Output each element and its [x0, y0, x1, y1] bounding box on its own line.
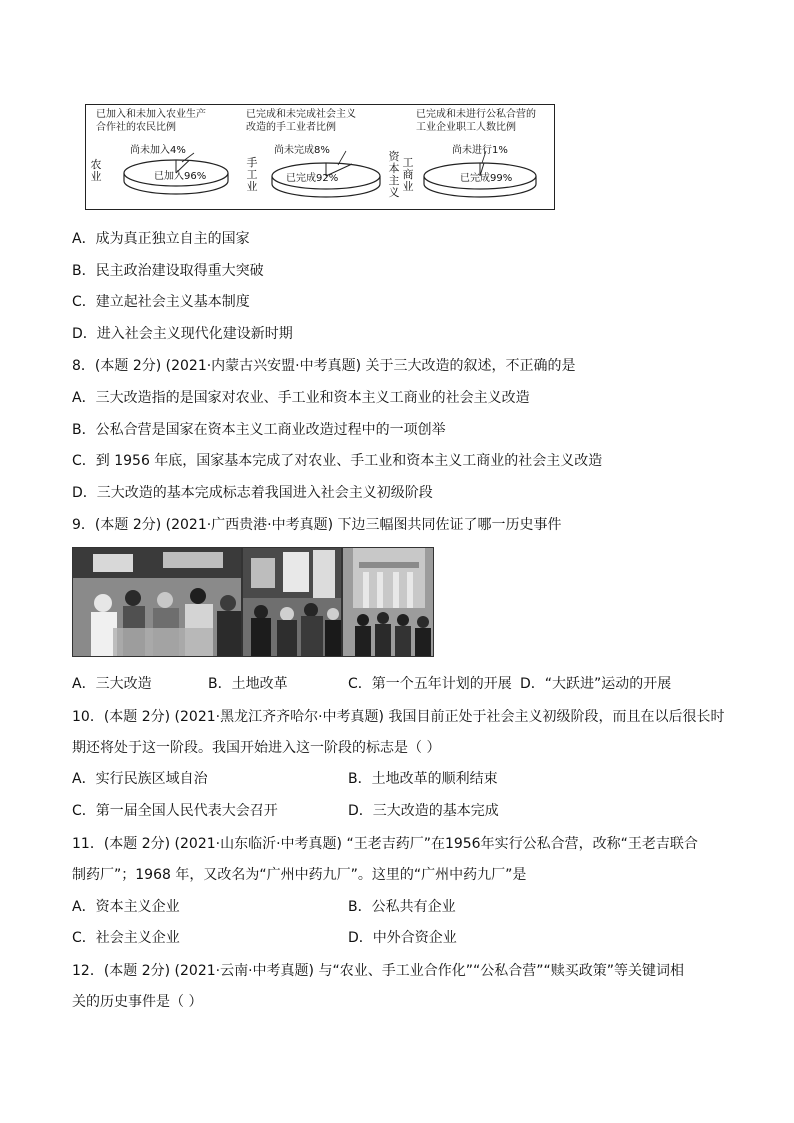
- q9-option-b: B．土地改革: [208, 676, 288, 692]
- q8-stem: 8．(本题 2分) (2021·内蒙古兴安盟·中考真题) 关于三大改造的叙述，不正确的是: [72, 358, 576, 374]
- q8-option-b: B．公私合营是国家在资本主义工商业改造过程中的一项创举: [72, 422, 446, 438]
- pie-3-minor-label: 尚未进行1%: [452, 145, 508, 156]
- q7-option-d: D．进入社会主义现代化建设新时期: [72, 326, 293, 342]
- q8-option-d: D．三大改造的基本完成标志着我国进入社会主义初级阶段: [72, 485, 433, 501]
- q9-option-a: A．三大改造: [72, 676, 152, 692]
- q11-stem-line2: 制药厂”；1968 年，又改名为“广州中药九厂”。这里的“广州中药九厂”是: [72, 867, 527, 883]
- q8-option-a: A．三大改造指的是国家对农业、手工业和资本主义工商业的社会主义改造: [72, 390, 530, 406]
- q10-option-d: D．三大改造的基本完成: [348, 803, 499, 819]
- pie-chart-figure: [85, 104, 555, 210]
- q8-option-c: C．到 1956 年底，国家基本完成了对农业、手工业和资本主义工商业的社会主义改造: [72, 453, 603, 469]
- q10-stem-line1: 10．(本题 2分) (2021·黑龙江齐齐哈尔·中考真题) 我国目前正处于社会主义初级阶段，而且在以后很长时: [72, 709, 725, 725]
- pie-3-sector-label-b: 工商业: [402, 156, 414, 193]
- pie-1-sector-label: 农业: [90, 158, 102, 183]
- pie-2-caption-line1: 已完成和未完成社会主义: [246, 109, 356, 120]
- pie-3-caption-line2: 工业企业职工人数比例: [416, 122, 516, 133]
- pie-3-caption-line1: 已完成和未进行公私合营的: [416, 109, 536, 120]
- q7-option-b: B．民主政治建设取得重大突破: [72, 263, 264, 279]
- q9-option-c: C．第一个五年计划的开展: [348, 676, 512, 692]
- pie-1-minor-label: 尚未加入4%: [130, 145, 186, 156]
- q9-stem: 9．(本题 2分) (2021·广西贵港·中考真题) 下边三幅图共同佐证了哪一历史事件: [72, 517, 562, 533]
- q7-option-c: C．建立起社会主义基本制度: [72, 294, 250, 310]
- q10-option-c: C．第一届全国人民代表大会召开: [72, 803, 278, 819]
- q9-photo-2: [242, 547, 342, 657]
- pie-3-major-label: 已完成99%: [460, 173, 513, 184]
- q11-stem-line1: 11．(本题 2分) (2021·山东临沂·中考真题) “王老吉药厂”在1956年实行公私合营，改称“王老吉联合: [72, 836, 698, 852]
- q11-option-d: D．中外合资企业: [348, 930, 457, 946]
- q10-option-b: B．土地改革的顺利结束: [348, 771, 498, 787]
- pie-1-major-label: 已加入96%: [154, 171, 207, 182]
- q12-stem-line1: 12．(本题 2分) (2021·云南·中考真题) 与“农业、手工业合作化”“公私合营”“赎买政策”等关键词相: [72, 963, 684, 979]
- q9-photo-3: [342, 547, 434, 657]
- pie-2-major-label: 已完成92%: [286, 173, 339, 184]
- pie-1-caption-line1: 已加入和未加入农业生产: [96, 109, 206, 120]
- q9-option-d: D．“大跃进”运动的开展: [520, 676, 672, 692]
- q11-option-a: A．资本主义企业: [72, 899, 180, 915]
- pie-2-sector-label: 手工业: [246, 156, 258, 193]
- q9-photo-1: [72, 547, 242, 657]
- q10-stem-line2: 期还将处于这一阶段。我国开始进入这一阶段的标志是（ ）: [72, 740, 441, 756]
- pie-3-sector-label-a: 资本主义: [388, 150, 400, 199]
- pie-1-caption-line2: 合作社的农民比例: [96, 122, 176, 133]
- q7-option-a: A．成为真正独立自主的国家: [72, 231, 250, 247]
- pie-2-minor-label: 尚未完成8%: [274, 145, 330, 156]
- q10-option-a: A．实行民族区域自治: [72, 771, 208, 787]
- q11-option-b: B．公私共有企业: [348, 899, 456, 915]
- q11-option-c: C．社会主义企业: [72, 930, 180, 946]
- q12-stem-line2: 关的历史事件是（ ）: [72, 994, 203, 1010]
- pie-2-caption-line2: 改造的手工业者比例: [246, 122, 336, 133]
